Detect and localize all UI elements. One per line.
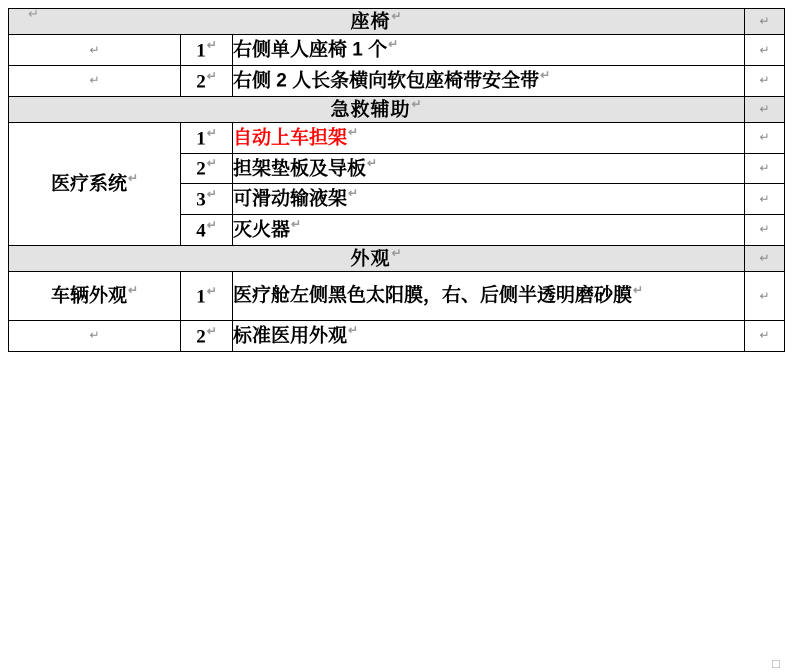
paragraph-mark: ↵ <box>206 187 217 202</box>
row-number-cell <box>181 122 233 153</box>
row-number-cell <box>181 271 233 320</box>
row-number: 2 <box>196 70 206 92</box>
row-text-cell <box>233 215 745 246</box>
section-title-text: 急救辅助 <box>330 98 411 120</box>
row-text: 可滑动输液架 <box>233 188 348 210</box>
row-number: 1 <box>196 286 206 308</box>
group-label-vehicle-appearance <box>9 271 181 320</box>
row-number-cell <box>181 321 233 352</box>
table-section-header <box>9 9 785 35</box>
table-section-header <box>9 245 785 271</box>
section-side-mark: ↵ <box>745 245 785 271</box>
row-number-cell <box>181 35 233 66</box>
row-text: 担架垫板及导板 <box>233 157 367 179</box>
row-side-mark: ↵ <box>745 184 785 215</box>
row-side-mark: ↵ <box>745 35 785 66</box>
row-side-mark: ↵ <box>745 122 785 153</box>
paragraph-mark: ↵ <box>388 37 399 52</box>
paragraph-mark: ↵ <box>206 217 217 232</box>
row-text: 自动上车担架 <box>233 127 348 149</box>
row-text-cell <box>233 184 745 215</box>
table-row <box>9 35 785 66</box>
row-text: 右侧 2 人长条横向软包座椅带安全带 <box>233 70 540 92</box>
section-title-appearance <box>9 245 745 271</box>
paragraph-mark: ↵ <box>206 156 217 171</box>
paragraph-mark: ↵ <box>206 68 217 83</box>
paragraph-mark: ↵ <box>391 245 403 260</box>
table-row <box>9 271 785 320</box>
specification-table <box>8 8 785 352</box>
row-number: 2 <box>196 158 206 180</box>
row-label-cell: ↵ <box>9 35 181 66</box>
row-text-cell <box>233 153 745 184</box>
paragraph-mark: ↵ <box>348 124 359 139</box>
paragraph-mark: ↵ <box>633 282 644 297</box>
document-page <box>0 8 800 671</box>
section-title-emergency-aid <box>9 96 745 122</box>
paragraph-mark: ↵ <box>540 67 551 82</box>
row-number: 2 <box>196 326 206 348</box>
group-label-text: 车辆外观 <box>50 285 127 307</box>
paragraph-mark: ↵ <box>348 186 359 201</box>
table-section-header <box>9 96 785 122</box>
row-number-cell <box>181 65 233 96</box>
bottom-paragraph-mark: □ <box>772 656 780 671</box>
section-side-mark: ↵ <box>745 9 785 35</box>
table-row <box>9 122 785 153</box>
group-label-text: 医疗系统 <box>50 173 127 195</box>
row-text: 灭火器 <box>233 219 291 241</box>
paragraph-mark: ↵ <box>206 283 217 298</box>
top-paragraph-mark: ↵ <box>28 6 39 21</box>
paragraph-mark: ↵ <box>291 217 302 232</box>
row-side-mark: ↵ <box>745 65 785 96</box>
row-text-cell <box>233 35 745 66</box>
row-number: 3 <box>196 189 206 211</box>
group-label-medical-system <box>9 122 181 245</box>
row-side-mark: ↵ <box>745 271 785 320</box>
row-text-cell <box>233 65 745 96</box>
row-side-mark: ↵ <box>745 215 785 246</box>
row-number-cell <box>181 153 233 184</box>
paragraph-mark: ↵ <box>367 155 378 170</box>
table-row <box>9 65 785 96</box>
row-text: 医疗舱左侧黑色太阳膜，右、后侧半透明磨砂膜 <box>233 284 633 306</box>
row-number: 1 <box>196 127 206 149</box>
row-text-cell <box>233 271 745 320</box>
paragraph-mark: ↵ <box>206 323 217 338</box>
row-number: 1 <box>196 40 206 62</box>
paragraph-mark: ↵ <box>348 323 359 338</box>
paragraph-mark: ↵ <box>391 9 403 23</box>
paragraph-mark: ↵ <box>127 170 139 185</box>
paragraph-mark: ↵ <box>206 125 217 140</box>
paragraph-mark: ↵ <box>206 37 217 52</box>
paragraph-mark: ↵ <box>127 283 139 298</box>
paragraph-mark: ↵ <box>411 96 423 111</box>
section-title-text: 外观 <box>350 248 391 270</box>
row-number-cell <box>181 215 233 246</box>
row-number: 4 <box>196 220 206 242</box>
row-label-cell: ↵ <box>9 65 181 96</box>
row-text-cell <box>233 321 745 352</box>
row-number-cell <box>181 184 233 215</box>
row-text: 标准医用外观 <box>233 325 348 347</box>
row-side-mark: ↵ <box>745 321 785 352</box>
section-title-seats <box>9 9 745 35</box>
section-side-mark: ↵ <box>745 96 785 122</box>
table-row <box>9 321 785 352</box>
section-title-text: 座椅 <box>350 11 391 33</box>
row-side-mark: ↵ <box>745 153 785 184</box>
row-text-cell <box>233 122 745 153</box>
row-text: 右侧单人座椅 1 个 <box>233 39 388 61</box>
row-label-cell: ↵ <box>9 321 181 352</box>
